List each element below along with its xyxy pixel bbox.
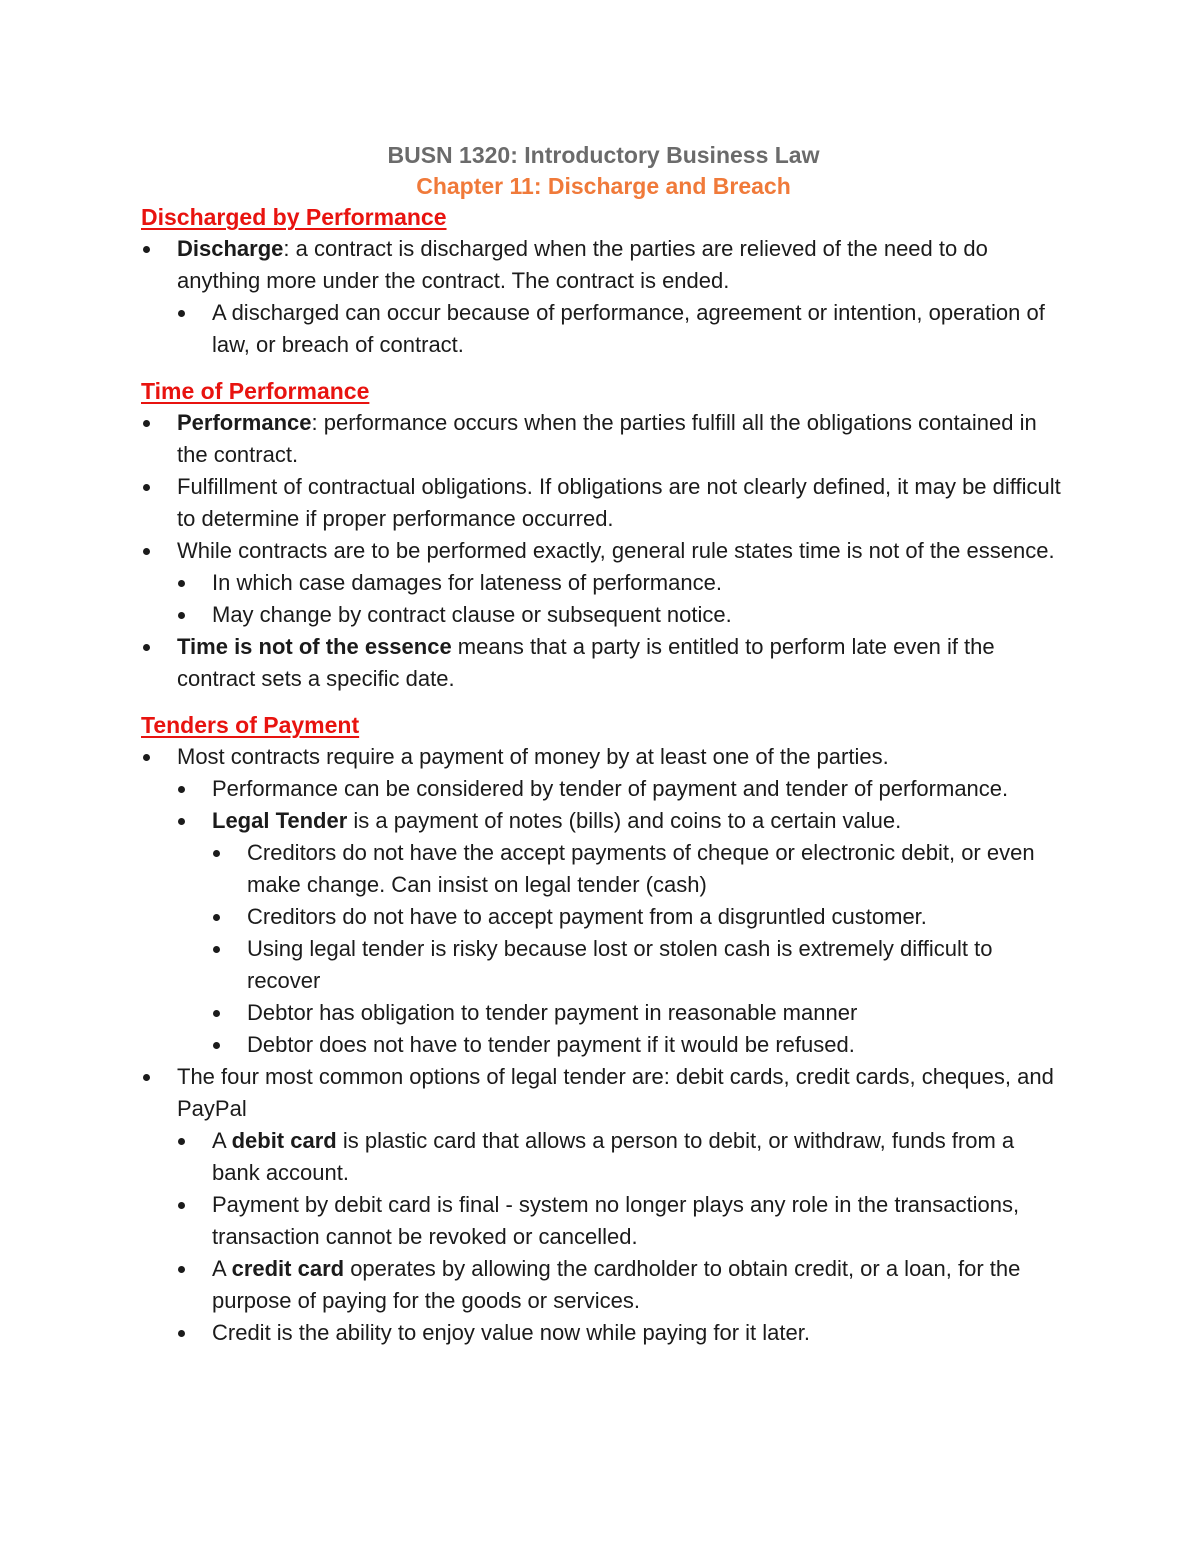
item-text: Performance can be considered by tender of payment and tender of performance. bbox=[212, 776, 1009, 801]
list-item bbox=[141, 805, 1066, 837]
list-item bbox=[141, 1029, 1066, 1061]
bullet-icon bbox=[143, 548, 150, 555]
list-item bbox=[141, 631, 1066, 695]
section-heading-discharged-by-performance: Discharged by Performance bbox=[141, 204, 447, 230]
bullet-list bbox=[141, 407, 1066, 695]
chapter-title: Chapter 11: Discharge and Breach bbox=[416, 173, 791, 199]
item-text: is plastic card that allows a person to debit, or withdraw, funds from a bank account. bbox=[212, 1128, 1015, 1185]
bullet-icon bbox=[178, 310, 185, 317]
list-item bbox=[141, 837, 1066, 901]
list-item bbox=[141, 407, 1066, 471]
list-item bbox=[141, 471, 1066, 535]
list-item bbox=[141, 297, 1066, 361]
course-title: BUSN 1320: Introductory Business Law bbox=[387, 142, 820, 168]
term: credit card bbox=[231, 1256, 345, 1281]
bullet-icon bbox=[178, 1202, 185, 1209]
bullet-icon bbox=[178, 612, 185, 619]
term: Time is not of the essence bbox=[177, 634, 452, 659]
bullet-icon bbox=[178, 1330, 185, 1337]
item-text: Payment by debit card is final - system no longer plays any role in the transactions, transaction cannot be revoked or cancelled. bbox=[212, 1192, 1020, 1249]
bullet-icon bbox=[213, 1010, 220, 1017]
bullet-icon bbox=[143, 484, 150, 491]
bullet-icon bbox=[178, 1266, 185, 1273]
item-text: Debtor has obligation to tender payment in reasonable manner bbox=[247, 1000, 858, 1025]
bullet-list bbox=[141, 233, 1066, 361]
term: Performance bbox=[177, 410, 312, 435]
item-text: In which case damages for lateness of performance. bbox=[212, 570, 722, 595]
bullet-icon bbox=[143, 754, 150, 761]
list-item bbox=[141, 535, 1066, 567]
document-content bbox=[141, 140, 1066, 1349]
item-text: means that a party is entitled to perform late even if the contract sets a specific date. bbox=[177, 634, 995, 691]
list-item bbox=[141, 599, 1066, 631]
list-item bbox=[141, 1125, 1066, 1189]
term: Discharge bbox=[177, 236, 284, 261]
term: Legal Tender bbox=[212, 808, 348, 833]
bullet-icon bbox=[143, 246, 150, 253]
item-text: Creditors do not have the accept payments of cheque or electronic debit, or even make change. Can insist on legal tender (cash) bbox=[247, 840, 1035, 897]
item-text: Most contracts require a payment of money by at least one of the parties. bbox=[177, 744, 889, 769]
bullet-list bbox=[141, 741, 1066, 1349]
list-item bbox=[141, 1317, 1066, 1349]
item-text: is a payment of notes (bills) and coins to a certain value. bbox=[347, 808, 902, 833]
section-heading-tenders-of-payment: Tenders of Payment bbox=[141, 712, 360, 738]
bullet-icon bbox=[213, 1042, 220, 1049]
item-text: May change by contract clause or subsequent notice. bbox=[212, 602, 732, 627]
item-text: : performance occurs when the parties fulfill all the obligations contained in the contract. bbox=[177, 410, 1037, 467]
item-text: : a contract is discharged when the parties are relieved of the need to do anything more under the contract. The contract is ended. bbox=[177, 236, 988, 293]
bullet-icon bbox=[178, 1138, 185, 1145]
item-text: operates by allowing the cardholder to obtain credit, or a loan, for the purpose of paying for the goods or services. bbox=[212, 1256, 1021, 1313]
item-text: The four most common options of legal tender are: debit cards, credit cards, cheques, and PayPal bbox=[177, 1064, 1054, 1121]
item-text: A discharged can occur because of performance, agreement or intention, operation of law, or breach of contract. bbox=[212, 300, 1045, 357]
bullet-icon bbox=[178, 786, 185, 793]
item-text: Creditors do not have to accept payment from a disgruntled customer. bbox=[247, 904, 927, 929]
item-text: Using legal tender is risky because lost or stolen cash is extremely difficult to recover bbox=[247, 936, 993, 993]
bullet-icon bbox=[143, 644, 150, 651]
list-item bbox=[141, 997, 1066, 1029]
bullet-icon bbox=[178, 580, 185, 587]
list-item bbox=[141, 901, 1066, 933]
item-text: Fulfillment of contractual obligations. If obligations are not clearly defined, it may be difficult to determine if proper performance occurred. bbox=[177, 474, 1061, 531]
bullet-icon bbox=[143, 1074, 150, 1081]
item-text: Debtor does not have to tender payment if it would be refused. bbox=[247, 1032, 855, 1057]
item-prefix: A bbox=[212, 1128, 232, 1153]
list-item bbox=[141, 741, 1066, 773]
item-text: Credit is the ability to enjoy value now while paying for it later. bbox=[212, 1320, 810, 1345]
term: debit card bbox=[231, 1128, 337, 1153]
section-heading-time-of-performance: Time of Performance bbox=[141, 378, 370, 404]
bullet-icon bbox=[213, 850, 220, 857]
bullet-icon bbox=[178, 818, 185, 825]
item-text: While contracts are to be performed exactly, general rule states time is not of the essence. bbox=[177, 538, 1055, 563]
list-item bbox=[141, 567, 1066, 599]
list-item bbox=[141, 933, 1066, 997]
list-item bbox=[141, 773, 1066, 805]
list-item bbox=[141, 1061, 1066, 1125]
bullet-icon bbox=[213, 914, 220, 921]
item-prefix: A bbox=[212, 1256, 232, 1281]
list-item bbox=[141, 1189, 1066, 1253]
bullet-icon bbox=[213, 946, 220, 953]
list-item bbox=[141, 233, 1066, 297]
bullet-icon bbox=[143, 420, 150, 427]
list-item bbox=[141, 1253, 1066, 1317]
